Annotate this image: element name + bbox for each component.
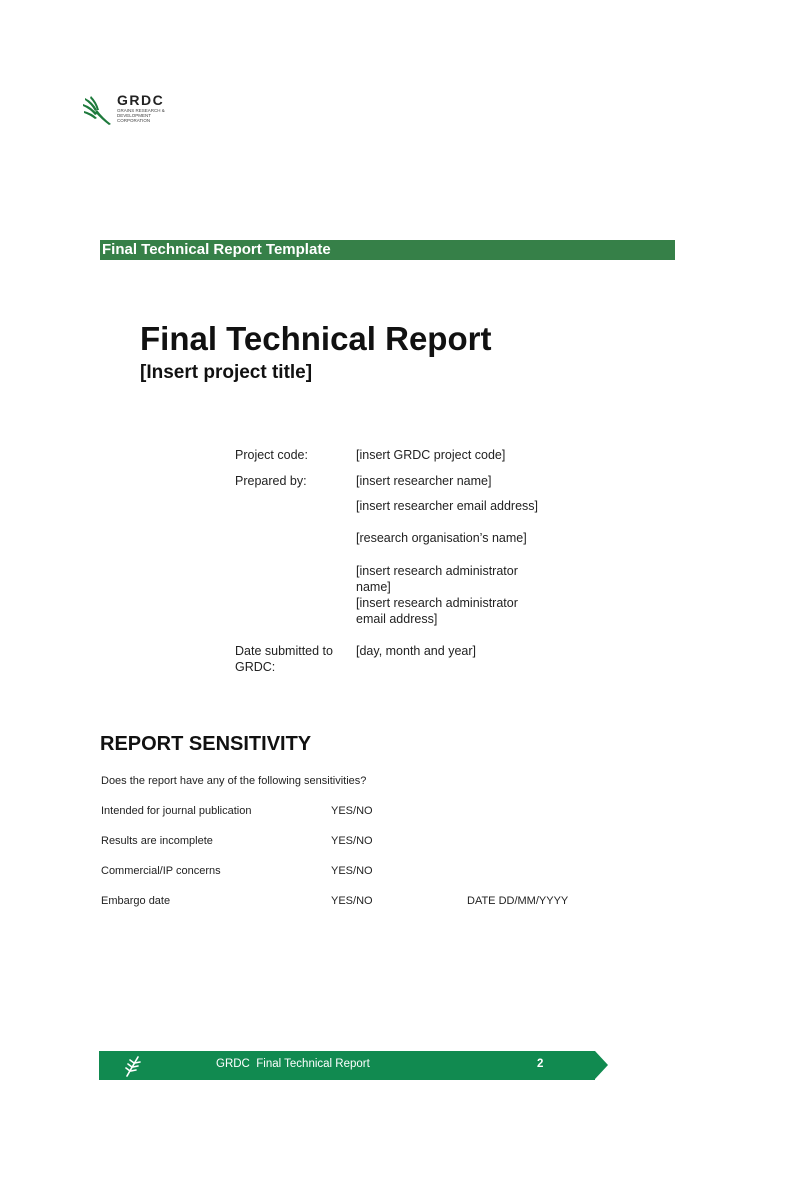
admin-email-field[interactable]: [insert research administrator email address]	[356, 596, 518, 626]
sensitivity-value-embargo[interactable]: YES/NO	[331, 895, 373, 907]
sensitivity-question: Does the report have any of the following sensitivities?	[101, 775, 367, 787]
logo-subtitle: GRAINS RESEARCH & DEVELOPMENT CORPORATION	[117, 108, 165, 123]
researcher-email-field[interactable]: [insert researcher email address]	[356, 499, 539, 513]
prepared-by-label: Prepared by:	[235, 474, 307, 488]
report-sensitivity-heading: REPORT SENSITIVITY	[100, 733, 312, 755]
sensitivity-value-journal[interactable]: YES/NO	[331, 805, 373, 817]
grdc-logo	[83, 92, 173, 132]
embargo-date-field[interactable]: DATE DD/MM/YYYY	[467, 895, 569, 907]
project-code-label: Project code:	[235, 448, 308, 462]
admin-name-field[interactable]: [insert research administrator name]	[356, 564, 518, 594]
date-submitted-label: Date submitted to GRDC:	[235, 644, 333, 674]
project-code-field[interactable]: [insert GRDC project code]	[356, 448, 506, 462]
organisation-name-field[interactable]: [research organisation’s name]	[356, 531, 527, 545]
footer-arrow-shape	[595, 1051, 608, 1079]
researcher-name-field[interactable]: [insert researcher name]	[356, 474, 492, 488]
wheat-logo-icon	[83, 94, 113, 128]
sensitivity-label-journal: Intended for journal publication	[101, 805, 252, 817]
sensitivity-label-embargo: Embargo date	[101, 895, 171, 907]
template-banner: Final Technical Report Template	[100, 240, 675, 260]
report-title: Final Technical Report	[140, 320, 492, 357]
sensitivity-label-commercial: Commercial/IP concerns	[101, 865, 221, 877]
footer-title: GRDC Final Technical Report	[216, 1058, 370, 1070]
page-number: 2	[537, 1058, 544, 1070]
sensitivity-value-incomplete[interactable]: YES/NO	[331, 835, 373, 847]
wheat-icon	[122, 1054, 144, 1078]
sensitivity-value-commercial[interactable]: YES/NO	[331, 865, 373, 877]
date-submitted-field[interactable]: [day, month and year]	[356, 644, 476, 658]
project-title-placeholder[interactable]: [Insert project title]	[140, 362, 313, 383]
sensitivity-label-incomplete: Results are incomplete	[101, 835, 213, 847]
logo-wordmark: GRDC	[117, 92, 165, 108]
